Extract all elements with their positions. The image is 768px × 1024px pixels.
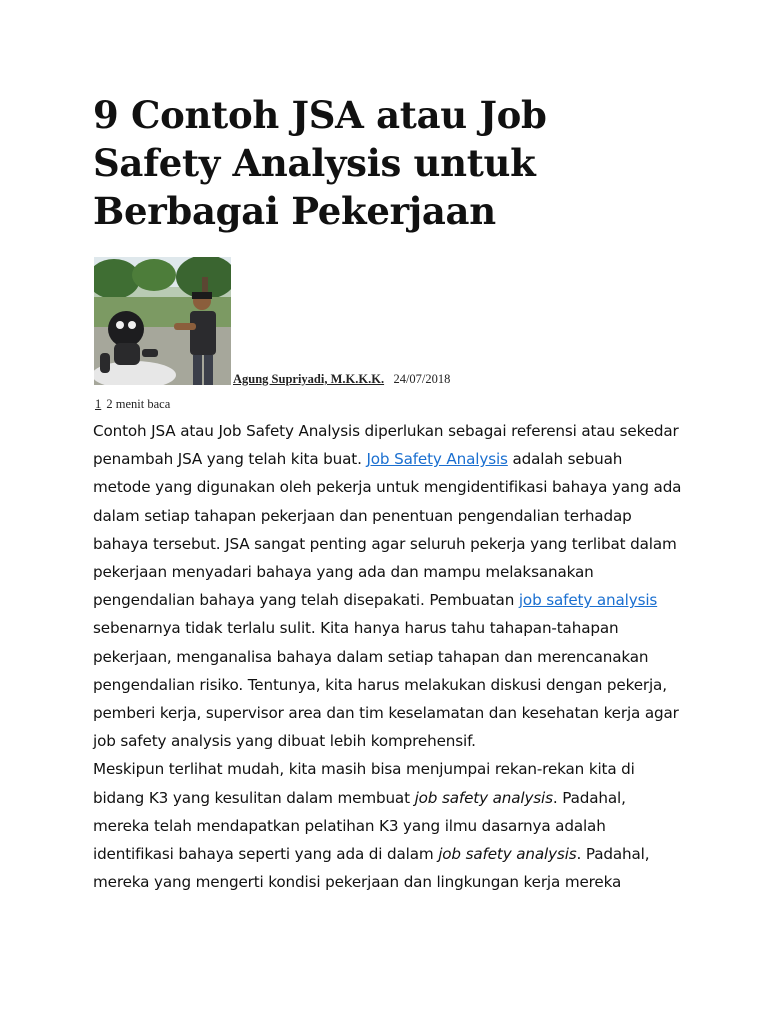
article-title: 9 Contoh JSA atau Job Safety Analysis untuk Berbagai Pekerjaan (93, 93, 547, 233)
article-meta (95, 397, 170, 412)
author-photo (94, 257, 231, 385)
job-safety-analysis-link-2[interactable]: job safety analysis (518, 591, 658, 610)
publish-date: 24/07/2018 (393, 372, 451, 386)
paragraph-2: Meskipun terlihat mudah, kita masih bisa menjumpai rekan-rekan kita di bidang K3 yang kesulitan dalam membuat job safety analysis. Padahal, mereka telah mendapatkan pelatihan K3 yang ilmu dasarnya adalah identifikasi bahaya seperti yang ada di dalam job safety analysis. Padahal, mereka yang mengerti kondisi pekerjaan dan lingkungan kerja mereka (93, 760, 650, 892)
job-safety-analysis-link[interactable]: Job Safety Analysis (366, 450, 508, 469)
paragraph-1: Contoh JSA atau Job Safety Analysis diperlukan sebagai referensi atau sekedar penambah JSA yang telah kita buat. Job Safety Analysis adalah sebuah metode yang digunakan oleh pekerja untuk mengidentifikasi bahaya yang ada dalam setiap tahapan pekerjaan dan penentuan pengendalian terhadap bahaya tersebut. JSA sangat penting agar seluruh pekerja yang terlibat dalam pekerjaan menyadari bahaya yang ada dan mampu melaksanakan pengendalian bahaya yang telah disepakati. Pembuatan job safety analysis sebenarnya tidak terlalu sulit. Kita hanya harus tahu tahapan-tahapan pekerjaan, menganalisa bahaya dalam setiap tahapan dan merencanakan pengendalian risiko. Tentunya, kita harus melakukan diskusi dengan pekerja, pemberi kerja, supervisor area dan tim keselamatan dan kesehatan kerja agar job safety analysis yang dibuat lebih komprehensif. (93, 422, 682, 751)
byline (233, 372, 450, 387)
read-time: 2 menit baca (106, 397, 171, 411)
article-body (93, 417, 683, 896)
comment-count-link[interactable]: 1 (95, 397, 102, 411)
author-link[interactable]: Agung Supriyadi, M.K.K.K. (233, 372, 385, 386)
